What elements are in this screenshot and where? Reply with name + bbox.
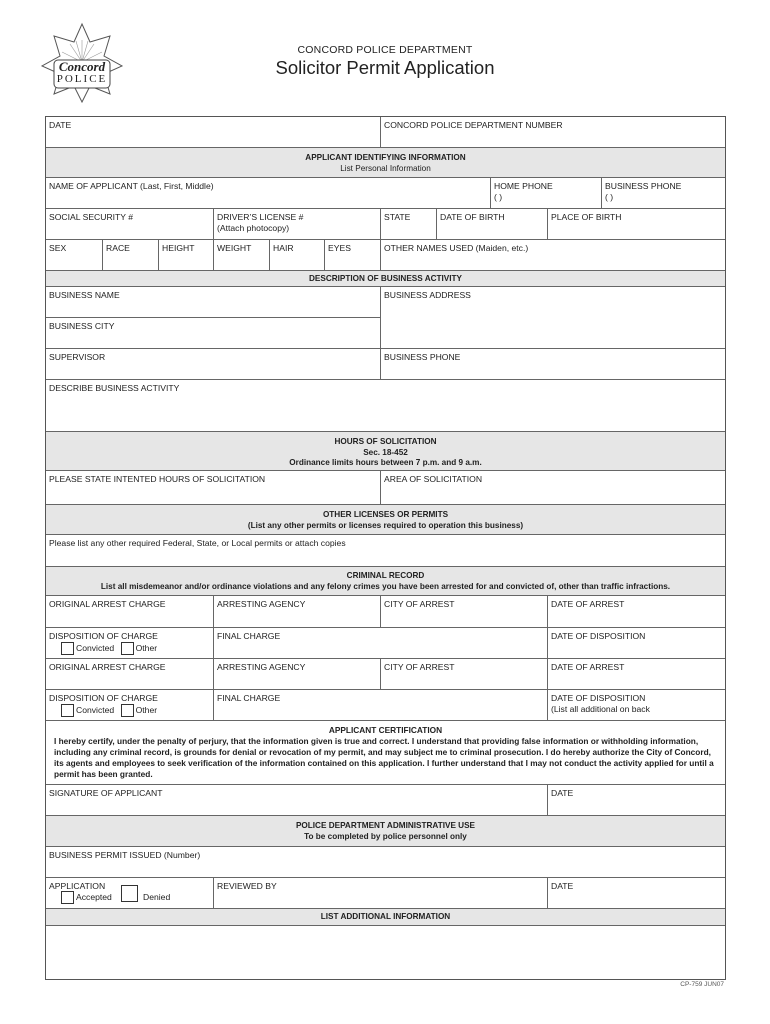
drivers-license-field[interactable]: DRIVER’S LICENSE # (Attach photocopy): [213, 209, 380, 239]
date-field[interactable]: DATE: [49, 120, 72, 130]
row-licenses: [46, 535, 725, 567]
convicted-2-checkbox[interactable]: [61, 704, 74, 717]
admin-section-header: POLICE DEPARTMENT ADMINISTRATIVE USE To be completed by police personnel only: [46, 816, 725, 847]
permit-issued-field[interactable]: BUSINESS PERMIT ISSUED (Number): [49, 850, 201, 860]
row-arrest-2: [46, 659, 725, 690]
business-city-field[interactable]: BUSINESS CITY: [49, 321, 115, 331]
supervisor-field[interactable]: SUPERVISOR: [49, 352, 106, 362]
home-phone-field[interactable]: HOME PHONE ( ): [490, 178, 601, 208]
weight-field[interactable]: WEIGHT: [213, 240, 269, 270]
row-permit-issued: [46, 847, 725, 878]
date-of-disposition-1-field[interactable]: DATE OF DISPOSITION: [547, 628, 725, 658]
row-ssn: [46, 209, 725, 240]
convicted-1-checkbox[interactable]: [61, 642, 74, 655]
certification-text: I hereby certify, under the penalty of perjury, that the information given is true and correct. I understand that providing false information or withholding information, including any criminal record, is grounds for denial or revocation of my permit, and may subject me to criminal prosecution. I do hereby authorize the City of Concord, its agents and employees to seek verification of the information contained on this application. I further understand that I may not conduct the activity applied for until a permit has been granted.: [54, 736, 714, 779]
criminal-section-header: CRIMINAL RECORD List all misdemeanor and/or ordinance violations and any felony crimes you have been arrested for and convicted of, other than traffic infractions.: [46, 567, 725, 596]
state-field[interactable]: STATE: [380, 209, 436, 239]
certification-section: APPLICANT CERTIFICATION I hereby certify, under the penalty of perjury, that the information given is true and correct. I understand that providing false information or withholding information, including any criminal record, is grounds for denial or revocation of my permit, and may subject me to criminal prosecution. I do hereby authorize the City of Concord, its agents and employees to seek verification of the information contained on this application. I further understand that I may not conduct the activity applied for until a permit has been granted.: [46, 721, 725, 785]
dob-field[interactable]: DATE OF BIRTH: [436, 209, 547, 239]
licenses-field[interactable]: Please list any other required Federal, State, or Local permits or attach copies: [49, 538, 346, 548]
city-of-arrest-2-field[interactable]: CITY OF ARREST: [380, 659, 547, 689]
arresting-agency-2-field[interactable]: ARRESTING AGENCY: [213, 659, 380, 689]
date-of-arrest-1-field[interactable]: DATE OF ARREST: [547, 596, 725, 627]
final-charge-2-field[interactable]: FINAL CHARGE: [213, 690, 547, 720]
applicant-section-header: APPLICANT IDENTIFYING INFORMATION List Personal Information: [46, 148, 725, 178]
applicant-name-field[interactable]: NAME OF APPLICANT (Last, First, Middle): [49, 181, 214, 191]
row-disposition-2: [46, 690, 725, 721]
ssn-field[interactable]: SOCIAL SECURITY #: [49, 212, 134, 222]
row-supervisor: [46, 349, 725, 380]
application-field: APPLICATION Accepted Denied: [49, 881, 171, 902]
additional-section-header: LIST ADDITIONAL INFORMATION: [46, 909, 725, 926]
accepted-checkbox[interactable]: [61, 891, 74, 904]
area-field[interactable]: AREA OF SOLICITATION: [380, 471, 725, 504]
hair-field[interactable]: HAIR: [269, 240, 324, 270]
row-signature: [46, 785, 725, 816]
other-2-checkbox[interactable]: [121, 704, 134, 717]
disposition-2-field: DISPOSITION OF CHARGE Convicted Other: [46, 690, 213, 720]
row-disposition-1: [46, 628, 725, 659]
signature-date-field[interactable]: DATE: [547, 785, 725, 815]
date-of-disposition-2-field[interactable]: DATE OF DISPOSITION (List all additional on back: [547, 690, 725, 720]
business-section-header: DESCRIPTION OF BUSINESS ACTIVITY: [46, 271, 725, 287]
licenses-section-header: OTHER LICENSES OR PERMITS (List any other permits or licenses required to operation this business): [46, 505, 725, 535]
business-phone-2-field[interactable]: BUSINESS PHONE: [380, 349, 725, 379]
signature-field[interactable]: SIGNATURE OF APPLICANT: [49, 788, 163, 798]
sex-field[interactable]: SEX: [49, 243, 67, 253]
additional-info-field[interactable]: [46, 926, 725, 979]
row-application: [46, 878, 725, 909]
row-describe: [46, 380, 725, 432]
other-1-checkbox[interactable]: [121, 642, 134, 655]
police-logo: [40, 22, 124, 104]
pob-field[interactable]: PLACE OF BIRTH: [547, 209, 725, 239]
disposition-1-field: DISPOSITION OF CHARGE Convicted Other: [46, 628, 213, 658]
describe-activity-field[interactable]: DESCRIBE BUSINESS ACTIVITY: [49, 383, 180, 393]
page-title: Solicitor Permit Application: [275, 57, 495, 78]
logo-text-top: Concord: [58, 59, 106, 74]
business-name-field[interactable]: BUSINESS NAME: [46, 287, 380, 318]
row-name: [46, 178, 725, 209]
denied-checkbox[interactable]: [121, 885, 138, 902]
application-form: [45, 116, 726, 980]
logo-text-bottom: POLICE: [56, 73, 108, 85]
business-phone-field[interactable]: BUSINESS PHONE ( ): [601, 178, 725, 208]
race-field[interactable]: RACE: [102, 240, 158, 270]
height-field[interactable]: HEIGHT: [158, 240, 213, 270]
row-sex: [46, 240, 725, 271]
reviewed-by-field[interactable]: REVIEWED BY: [213, 878, 547, 908]
form-code: CP-759 JUN07: [680, 981, 724, 988]
row-hours: [46, 471, 725, 505]
hours-section-header: HOURS OF SOLICITATION Sec. 18-452 Ordinance limits hours between 7 p.m. and 9 a.m.: [46, 432, 725, 471]
arrest-charge-1-field[interactable]: ORIGINAL ARREST CHARGE: [49, 599, 166, 609]
arresting-agency-1-field[interactable]: ARRESTING AGENCY: [213, 596, 380, 627]
eyes-field[interactable]: EYES: [324, 240, 380, 270]
row-arrest-1: [46, 596, 725, 628]
city-of-arrest-1-field[interactable]: CITY OF ARREST: [380, 596, 547, 627]
admin-date-field[interactable]: DATE: [547, 878, 725, 908]
arrest-charge-2-field[interactable]: ORIGINAL ARREST CHARGE: [49, 662, 166, 672]
intended-hours-field[interactable]: PLEASE STATE INTENTED HOURS OF SOLICITATION: [49, 474, 266, 484]
dept-number-field[interactable]: CONCORD POLICE DEPARTMENT NUMBER: [380, 117, 725, 147]
business-address-field[interactable]: BUSINESS ADDRESS: [380, 287, 725, 349]
final-charge-1-field[interactable]: FINAL CHARGE: [213, 628, 547, 658]
other-names-field[interactable]: OTHER NAMES USED (Maiden, etc.): [380, 240, 725, 270]
date-of-arrest-2-field[interactable]: DATE OF ARREST: [547, 659, 725, 689]
department-name: CONCORD POLICE DEPARTMENT: [297, 44, 473, 56]
row-date: [46, 117, 725, 148]
